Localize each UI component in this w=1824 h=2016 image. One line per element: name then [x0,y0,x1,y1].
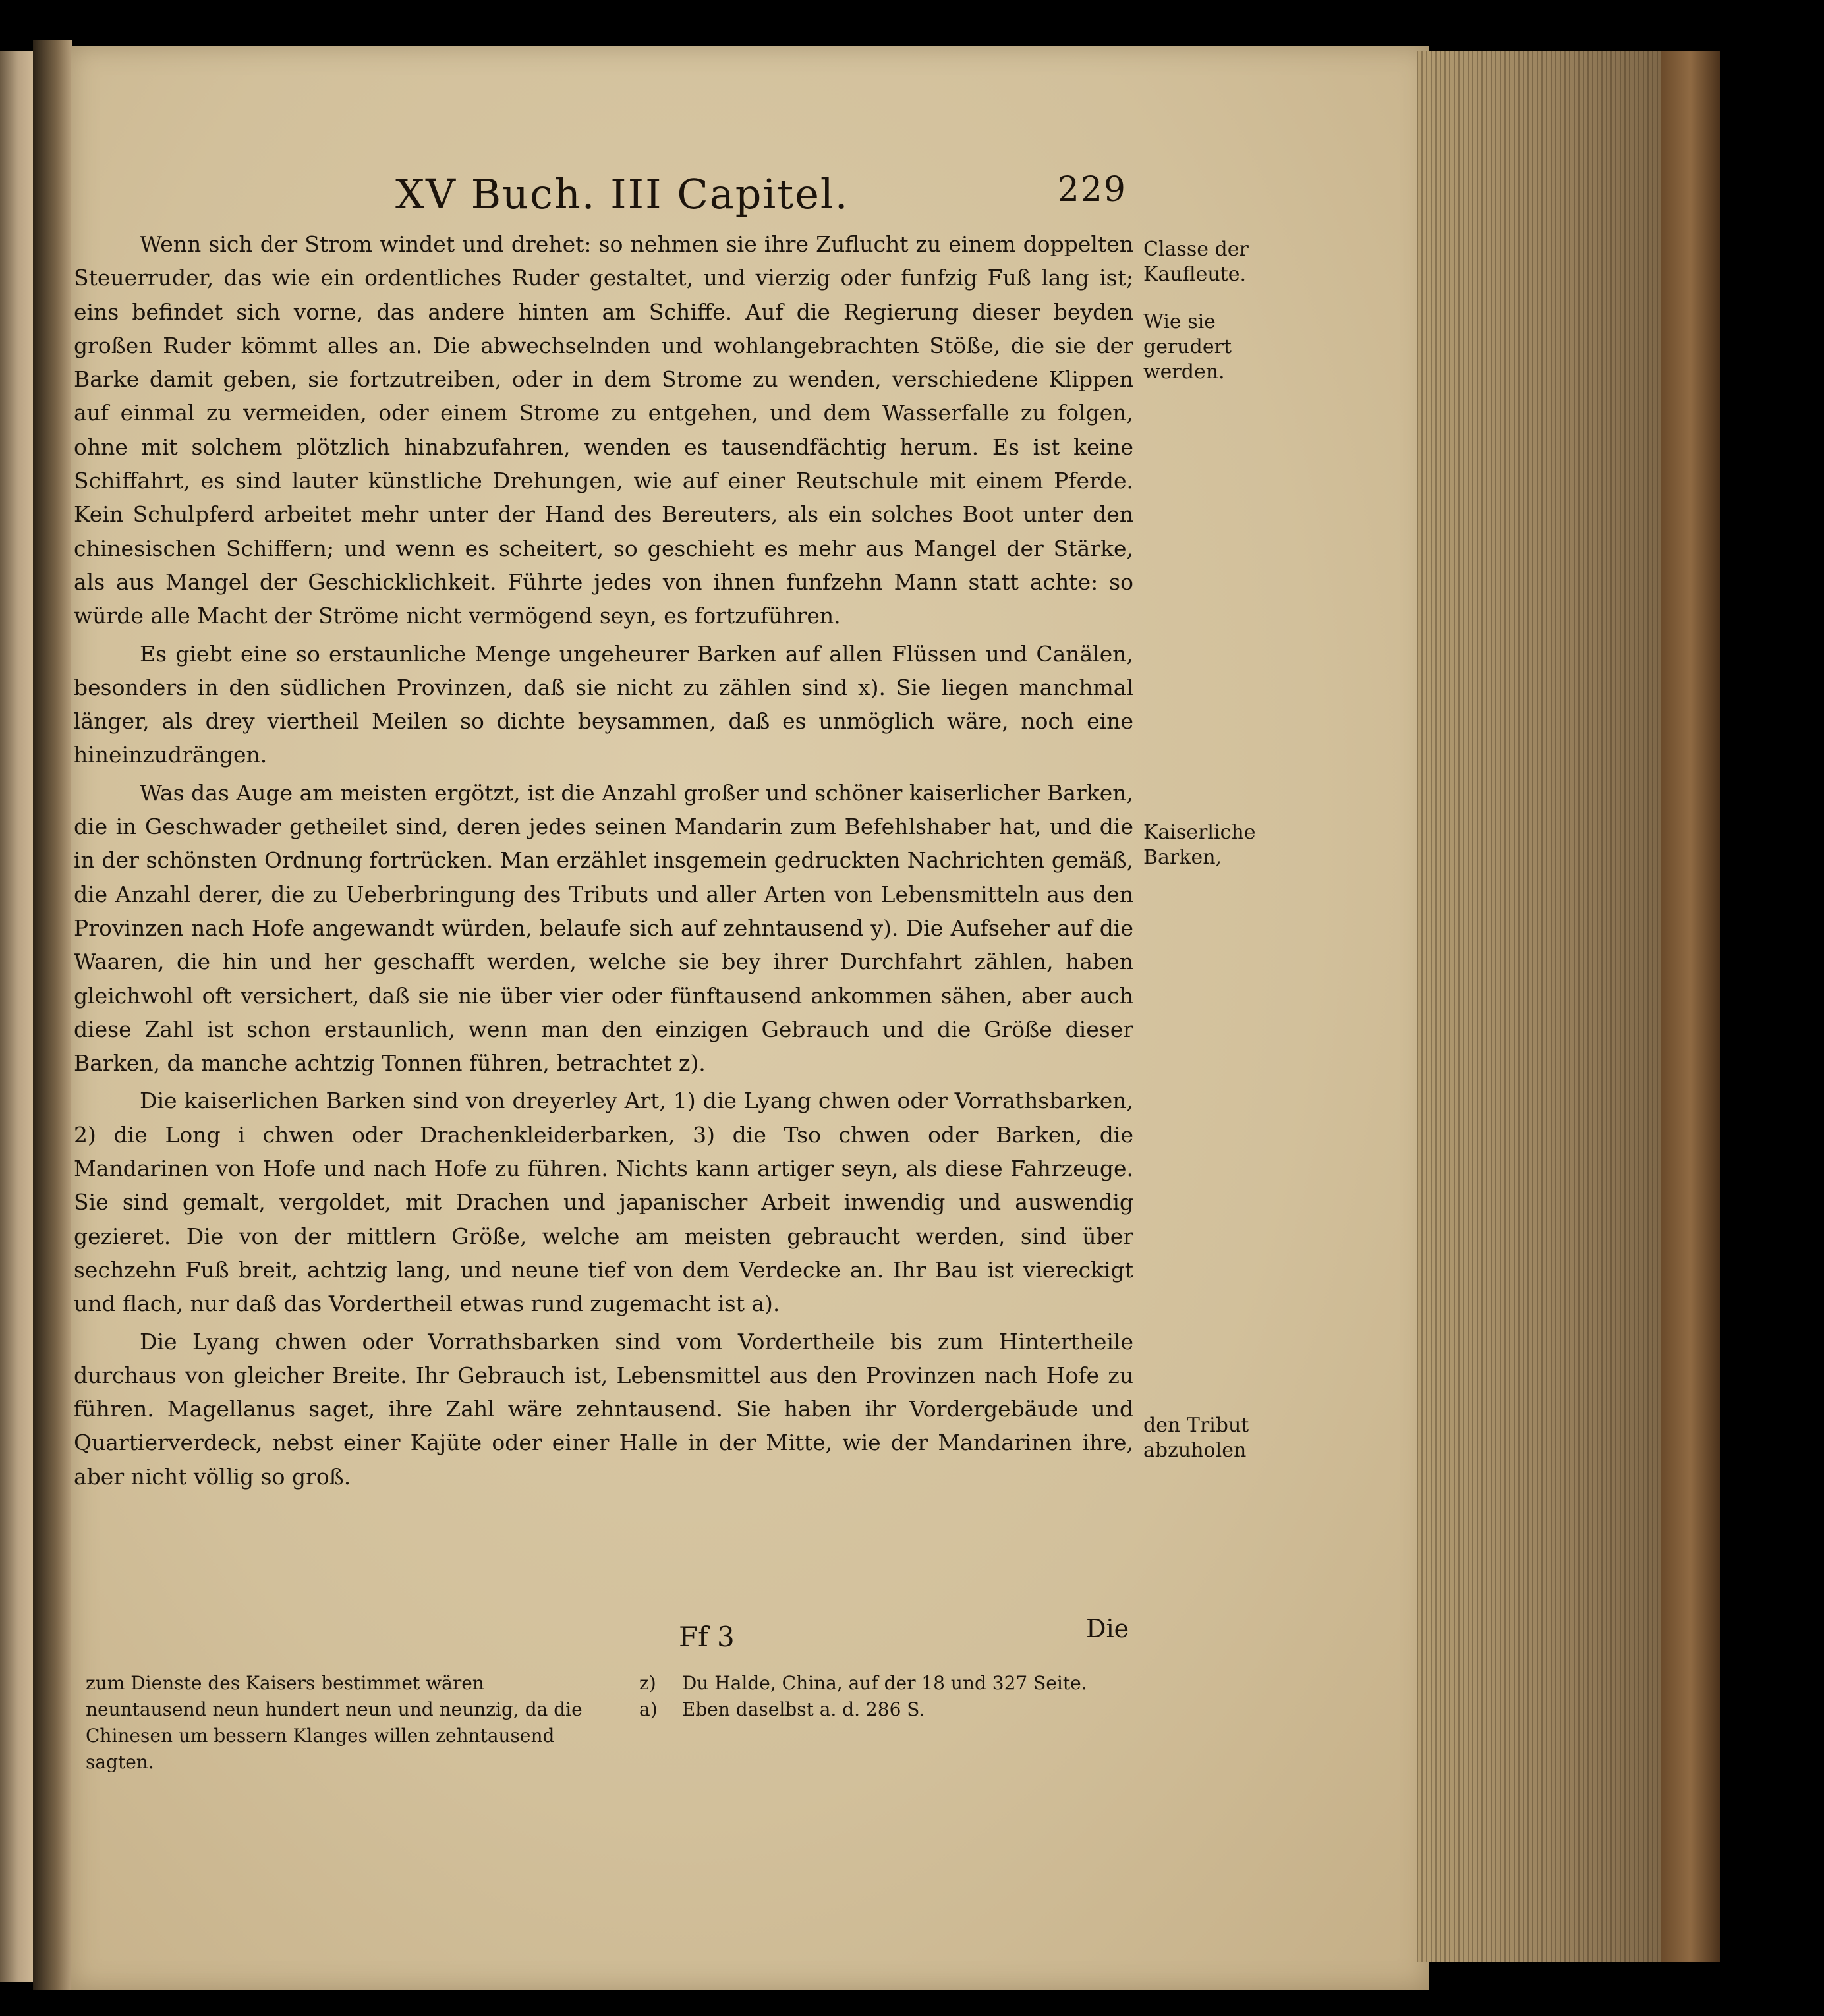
margin-note: Wie sie gerudert werden. [1143,310,1232,383]
footnotes-left [86,1670,600,1776]
running-head: XV Buch. III Capitel. [395,170,849,218]
footnotes-right [639,1670,1133,1723]
signature-mark: Ff 3 [679,1621,735,1653]
footnote-label: a) [639,1698,658,1720]
margin-note: Classe der Kaufleute. [1143,238,1249,286]
paragraph: Was das Auge am meisten ergötzt, ist die Anzahl großer und schöner kaiserlicher Barken, die in Geschwader getheilet sind, deren jedes seinen Mandarin zum Befehlshaber hat, und die in der schönsten Ordnung fortrücken. Man erzählet insgemein gedruckten Nachrichten gemäß, die Anzahl derer, die zu Ueberbringung des Tributs und aller Arten von Lebensmitteln aus den Provinzen nach Hofe angewandt würden, belaufe sich auf zehntausend y). Die Aufseher auf die Waaren, die hin und her geschafft werden, welche sie bey ihrer Durchfahrt zählen, haben gleichwohl oft versichert, daß sie nie über vier oder fünftausend ankommen sähen, aber auch diese Zahl ist schon erstaunlich, wenn man den einzigen Gebrauch und die Größe dieser Barken, da manche achtzig Tonnen führen, betrachtet z). [74,779,1133,1077]
footnote [639,1670,1133,1696]
paragraph: Die Lyang chwen oder Vorrathsbarken sind vom Vordertheile bis zum Hintertheile durchaus von gleicher Breite. Ihr Gebrauch ist, Lebensmittel aus den Provinzen nach Hofe zu führen. Magellanus saget, ihre Zahl wäre zehntausend. Sie haben ihr Vordergebäude und Quartierverdeck, nebst einer Kajüte oder einer Halle in der Mitte, wie der Mandarinen ihre, aber nicht völlig so groß. [74,1328,1133,1490]
paragraph: Die kaiserlichen Barken sind von dreyerley Art, 1) die Lyang chwen oder Vorrathsbarken, 2) die Long i chwen oder Drachenkleiderbarken, 3) die Tso chwen oder Barken, die Mandarinen von Hofe und nach Hofe zu führen. Nichts kann artiger seyn, als diese Fahrzeuge. Sie sind gemalt, vergoldet, mit Drachen und japanischer Arbeit inwendig und auswendig gezieret. Die von der mittlern Größe, welche am meisten gebraucht werden, sind über sechzehn Fuß breit, achtzig lang, und neune tief von dem Verdecke an. Ihr Bau ist viereckigt und flach, nur daß das Vordertheil etwas rund zugemacht ist a). [74,1088,1133,1317]
page-stack-fore-edge [1417,51,1667,1962]
page-header [395,170,1127,223]
catchword: Die [1086,1614,1129,1643]
margin-note: den Tribut abzuholen [1143,1414,1249,1462]
footnote-text: Eben daselbst a. d. 286 S. [681,1698,925,1720]
footnote-label: z) [639,1672,656,1694]
facing-page-edge [0,51,34,1982]
paragraph: Wenn sich der Strom windet und drehet: so nehmen sie ihre Zuflucht zu einem doppelten Steuerruder, das wie ein ordentliches Ruder gestaltet, und vierzig oder funfzig Fuß lang ist; eins befindet sich vorne, das andere hinten am Schiffe. Auf die Regierung dieser beyden großen Ruder kömmt alles an. Die abwechselnden und wohlangebrachten Stöße, die sie der Barke damit geben, sie fortzutreiben, oder in dem Strome zu wenden, verschiedene Klippen auf einmal zu vermeiden, oder einem Strome zu entgehen, und dem Wasserfalle zu folgen, ohne mit solchem plötzlich hinabzufahren, wenden es tausendfächtig herum. Es ist keine Schiffahrt, es sind lauter künstliche Drehungen, wie auf einer Reutschule mit einem Pferde. Kein Schulpferd arbeitet mehr unter der Hand des Bereuters, als ein solches Boot unter den chinesischen Schiffern; und wenn es scheitert, so geschieht es mehr aus Mangel der Stärke, als aus Mangel der Geschicklichkeit. Führte jedes von ihnen funfzehn Mann statt achte: so würde alle Macht der Ströme nicht vermögend seyn, es fortzuführen. [74,231,1133,629]
footnote [639,1696,1133,1723]
paragraph: Es giebt eine so erstaunliche Menge ungeheurer Barken auf allen Flüssen und Canälen, besonders in den südlichen Provinzen, daß sie nicht zu zählen sind x). Sie liegen manchmal länger, als drey viertheil Meilen so dichte beysammen, daß es unmöglich wäre, noch eine hineinzudrängen. [74,640,1133,768]
book-gutter [33,40,72,1990]
margin-note: Kaiserliche Barken, [1143,821,1256,869]
book-cover-edge [1661,51,1720,1962]
footnote-continuation: zum Dienste des Kaisers bestimmet wären neuntausend neun hundert neun und neunzig, da die Chinesen um bessern Klanges willen zehntausend sagten. [86,1672,583,1773]
page-number: 229 [1057,170,1127,210]
main-text-column [74,227,1133,1494]
footnote-text: Du Halde, China, auf der 18 und 327 Seite. [681,1672,1087,1694]
